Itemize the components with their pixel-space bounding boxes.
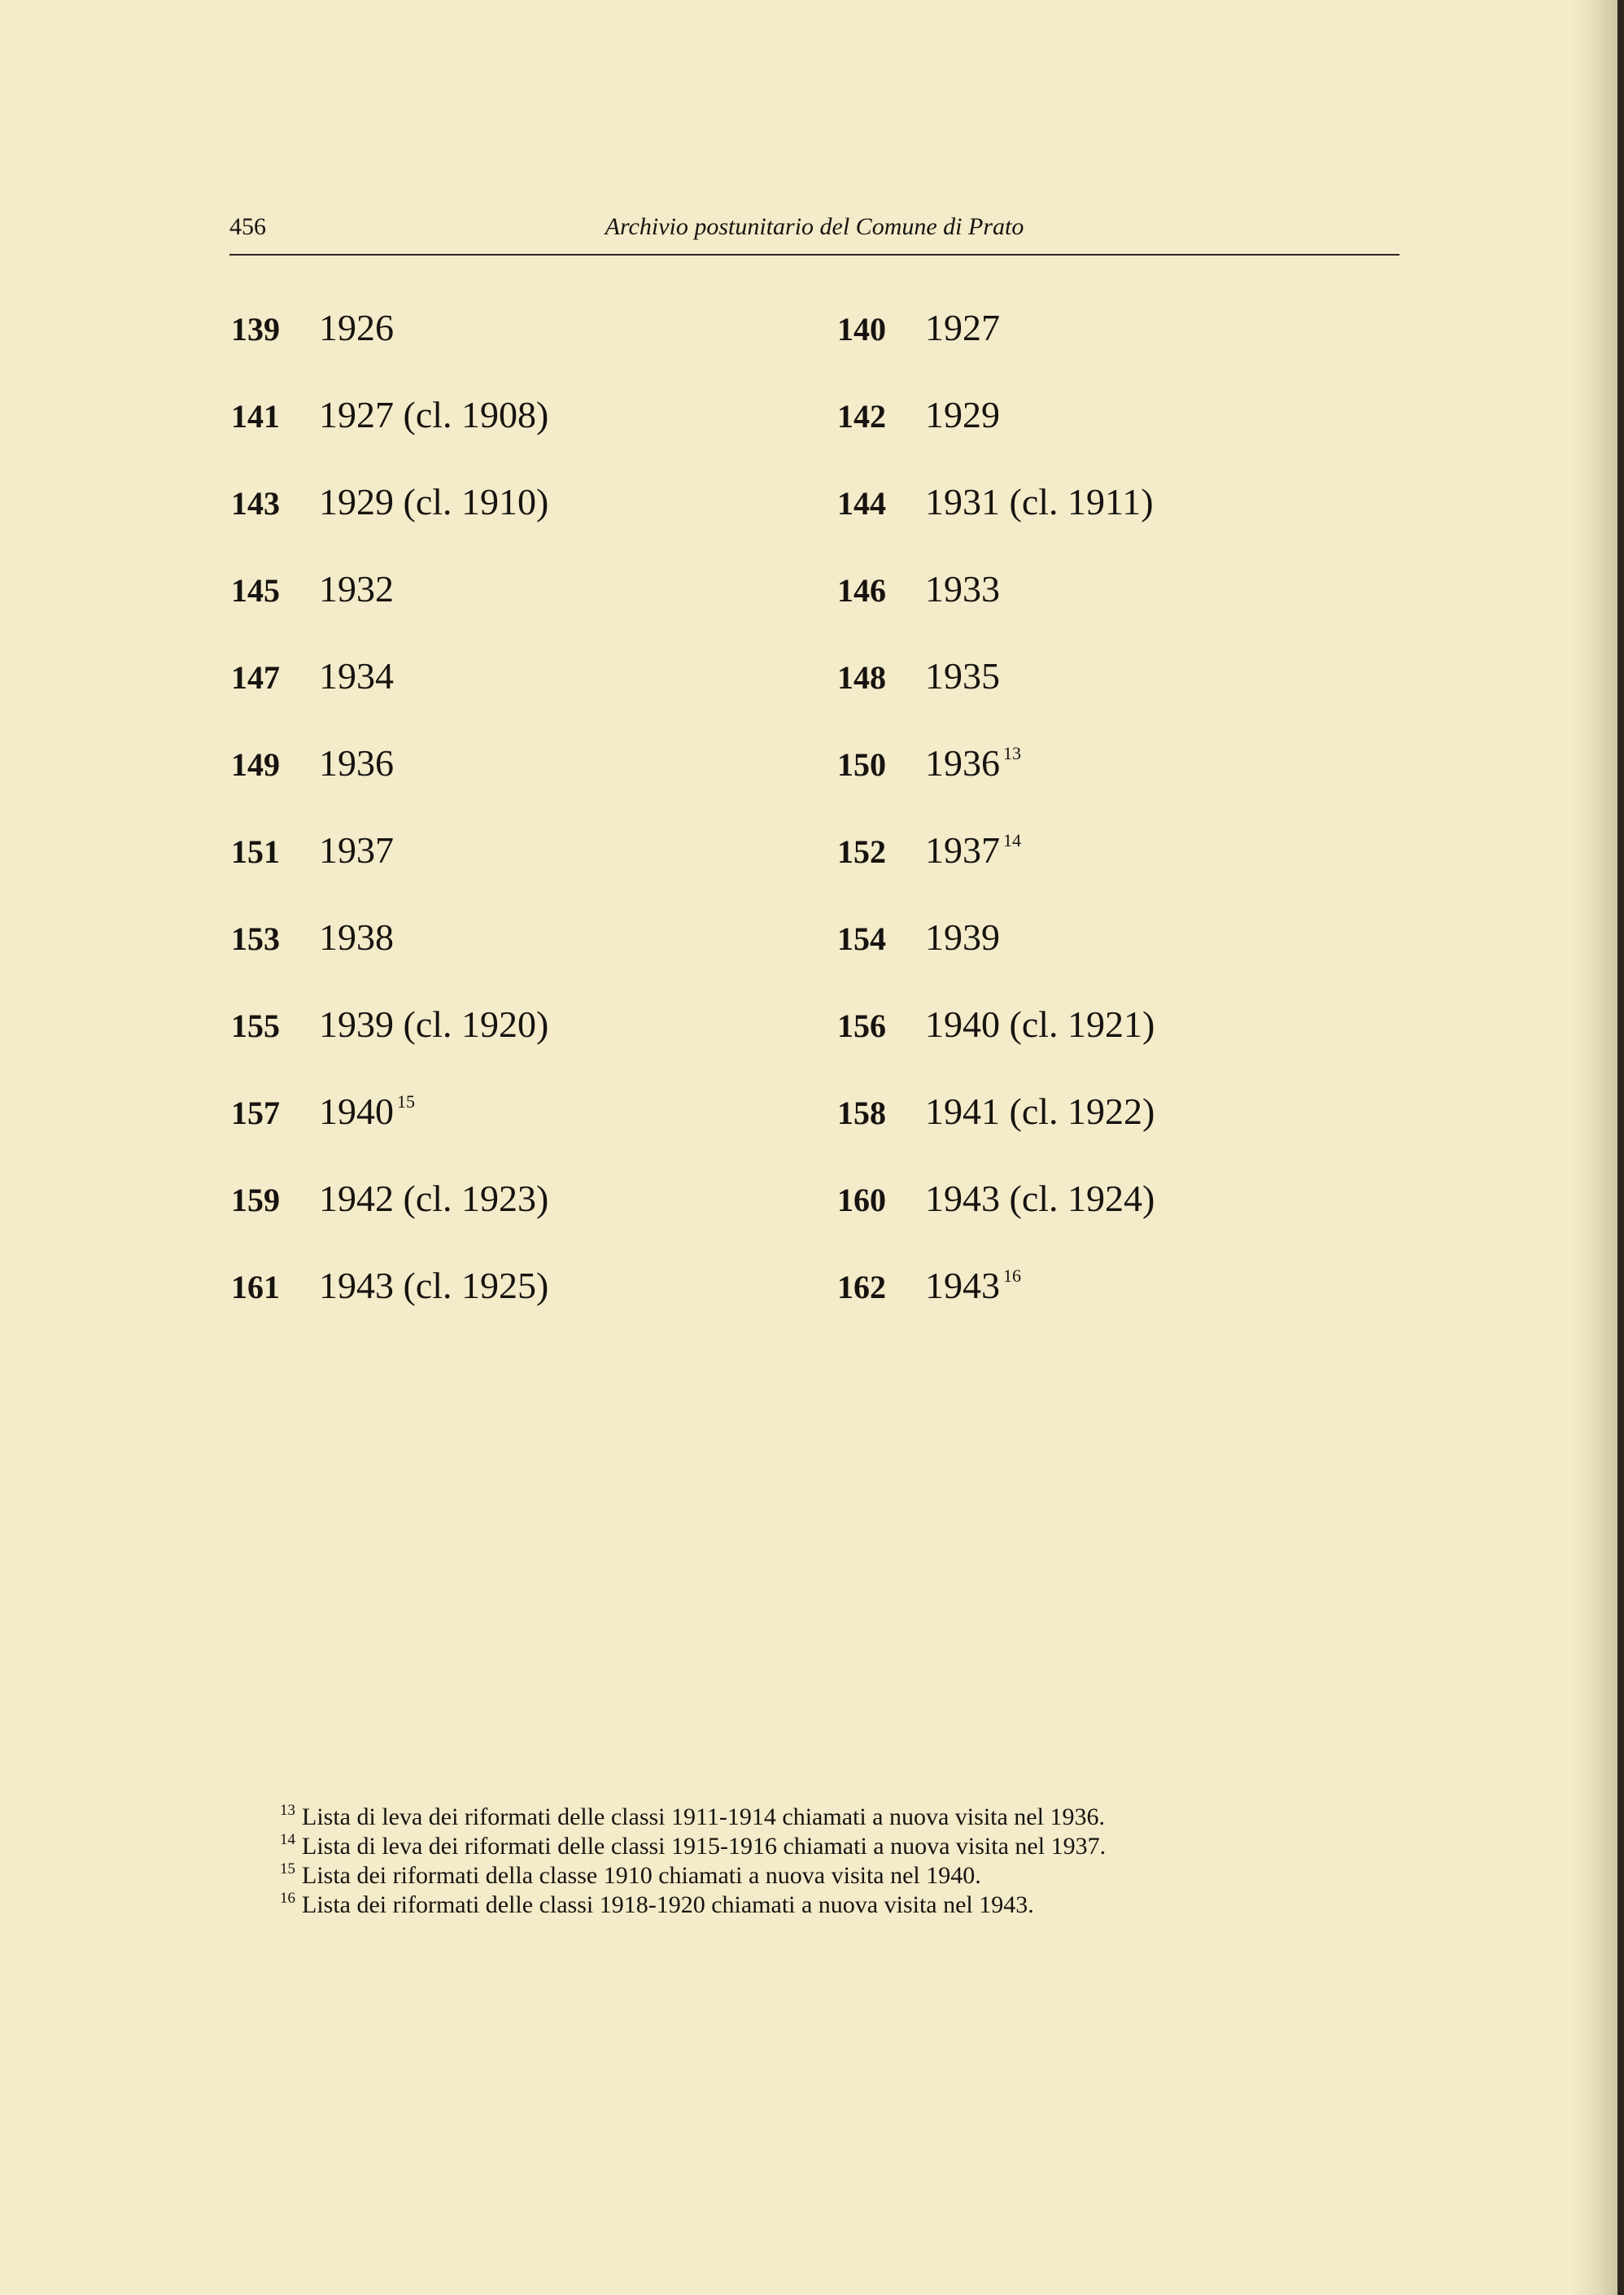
entry-text: 1929 <box>925 394 1000 435</box>
page-header <box>229 213 1399 256</box>
entry-number: 144 <box>837 485 886 522</box>
entry-text: 1937 <box>925 829 1000 871</box>
entry-text: 1927 <box>925 307 1000 348</box>
entry-text: 1943 (cl. 1924) <box>925 1178 1155 1219</box>
footnote <box>280 1803 1338 1832</box>
entry-text: 1940 (cl. 1921) <box>925 1003 1155 1045</box>
entry-151 <box>231 822 394 879</box>
footnotes <box>280 1803 1338 1920</box>
entry-161 <box>231 1257 548 1314</box>
footnote-number: 16 <box>280 1890 295 1907</box>
entry-text: 1932 <box>319 568 394 610</box>
entry-156 <box>837 996 1155 1053</box>
footnote-number: 15 <box>280 1860 295 1878</box>
entry-162 <box>837 1257 1021 1314</box>
entry-153 <box>231 909 394 966</box>
entry-149 <box>231 735 394 792</box>
entry-148 <box>837 648 1000 705</box>
entry-number: 139 <box>231 311 280 348</box>
entry-159 <box>231 1170 548 1227</box>
entry-text: 1943 (cl. 1925) <box>319 1265 549 1306</box>
entry-number: 152 <box>837 833 886 870</box>
entry-text: 1929 (cl. 1910) <box>319 481 549 522</box>
entry-number: 154 <box>837 920 886 957</box>
footnote-text: Lista di leva dei riformati delle classi 1915-1916 chiamati a nuova visita nel 1937. <box>302 1833 1107 1860</box>
footnote-ref: 16 <box>1003 1266 1021 1286</box>
footnote <box>280 1891 1338 1920</box>
entry-number: 151 <box>231 833 280 870</box>
entry-number: 153 <box>231 920 280 957</box>
entry-number: 155 <box>231 1008 280 1044</box>
entry-text: 1936 <box>925 742 1000 784</box>
entry-154 <box>837 909 1000 966</box>
page-number: 456 <box>229 213 266 240</box>
entry-text: 1933 <box>925 568 1000 610</box>
entry-text: 1937 <box>319 829 394 871</box>
footnote-text: Lista di leva dei riformati delle classi 1911-1914 chiamati a nuova visita nel 1936. <box>302 1803 1105 1830</box>
entry-number: 140 <box>837 311 886 348</box>
entry-text: 1939 <box>925 916 1000 958</box>
entry-number: 157 <box>231 1095 280 1131</box>
entry-text: 1936 <box>319 742 394 784</box>
footnote-ref: 14 <box>1003 830 1021 850</box>
entry-text: 1938 <box>319 916 394 958</box>
entry-text: 1942 (cl. 1923) <box>319 1178 549 1219</box>
footnote-number: 14 <box>280 1831 295 1848</box>
entry-text: 1931 (cl. 1911) <box>925 481 1154 522</box>
entry-text: 1939 (cl. 1920) <box>319 1003 549 1045</box>
footnote-ref: 15 <box>397 1091 415 1112</box>
entry-146 <box>837 561 1000 618</box>
entry-number: 161 <box>231 1269 280 1305</box>
entry-number: 141 <box>231 398 280 435</box>
entry-number: 150 <box>837 746 886 783</box>
entry-number: 146 <box>837 572 886 609</box>
entry-160 <box>837 1170 1155 1227</box>
entry-158 <box>837 1083 1155 1140</box>
entry-number: 158 <box>837 1095 886 1131</box>
entry-number: 148 <box>837 659 886 696</box>
entry-text: 1927 (cl. 1908) <box>319 394 549 435</box>
entry-number: 142 <box>837 398 886 435</box>
entry-number: 143 <box>231 485 280 522</box>
entry-140 <box>837 299 1000 356</box>
entry-152 <box>837 822 1021 879</box>
entry-number: 156 <box>837 1008 886 1044</box>
entry-number: 145 <box>231 572 280 609</box>
entry-number: 160 <box>837 1182 886 1218</box>
entry-141 <box>231 387 548 444</box>
footnote-text: Lista dei riformati della classe 1910 chiamati a nuova visita nel 1940. <box>302 1862 981 1889</box>
entry-text: 1943 <box>925 1265 1000 1306</box>
entry-text: 1926 <box>319 307 394 348</box>
entry-text: 1934 <box>319 655 394 697</box>
entry-157 <box>231 1083 415 1140</box>
entry-139 <box>231 299 394 356</box>
entry-number: 147 <box>231 659 280 696</box>
entry-143 <box>231 474 548 531</box>
entry-150 <box>837 735 1021 792</box>
entry-144 <box>837 474 1154 531</box>
running-title: Archivio postunitario del Comune di Prato <box>605 213 1024 240</box>
footnote-text: Lista dei riformati delle classi 1918-1920 chiamati a nuova visita nel 1943. <box>302 1891 1034 1918</box>
entry-145 <box>231 561 394 618</box>
footnote <box>280 1861 1338 1891</box>
entry-text: 1935 <box>925 655 1000 697</box>
footnote-number: 13 <box>280 1802 295 1819</box>
entry-number: 159 <box>231 1182 280 1218</box>
entry-147 <box>231 648 394 705</box>
entry-text: 1940 <box>319 1091 394 1132</box>
entry-142 <box>837 387 1000 444</box>
binding-edge <box>1617 0 1624 2295</box>
entry-number: 149 <box>231 746 280 783</box>
entry-number: 162 <box>837 1269 886 1305</box>
entry-text: 1941 (cl. 1922) <box>925 1091 1155 1132</box>
footnote-ref: 13 <box>1003 743 1021 763</box>
entry-155 <box>231 996 548 1053</box>
footnote <box>280 1832 1338 1861</box>
